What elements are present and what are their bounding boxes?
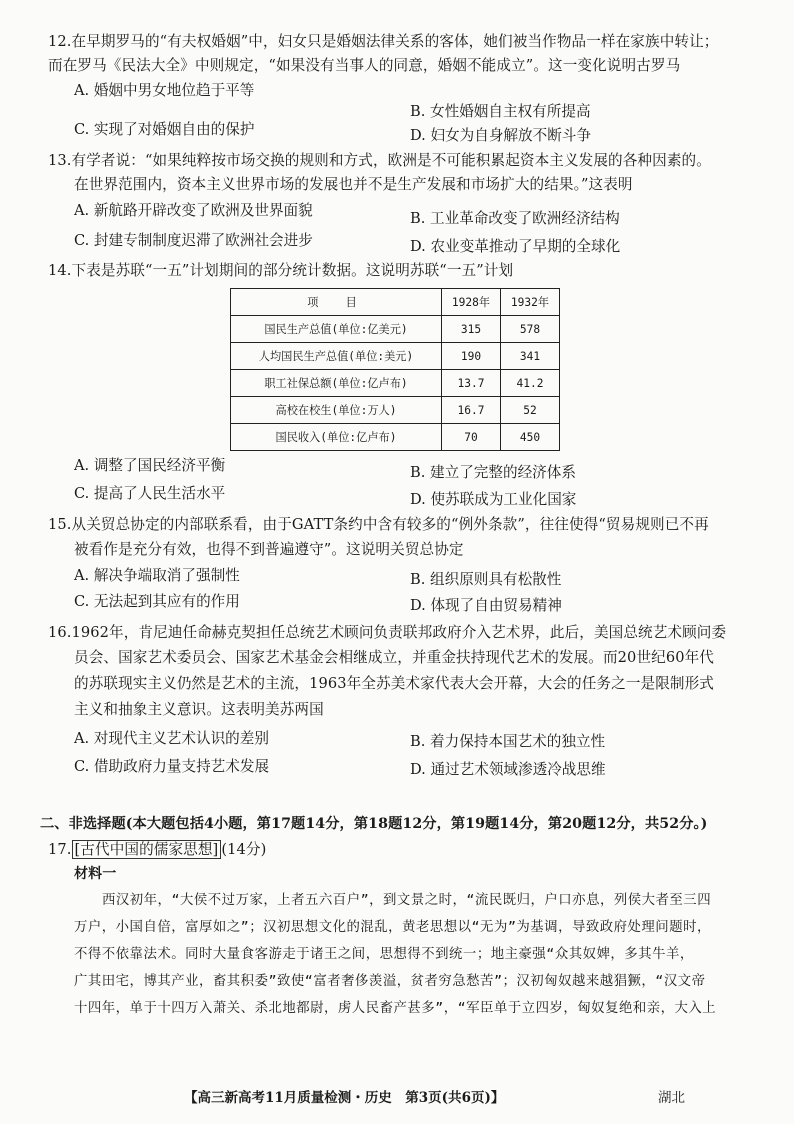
q17-score: (14分) bbox=[221, 841, 267, 858]
table-row bbox=[231, 424, 560, 451]
table-cell-value: 450 bbox=[501, 424, 560, 451]
q15-option-b[interactable]: B. 组织原则具有松散性 bbox=[410, 571, 562, 588]
table-cell-value: 341 bbox=[501, 343, 560, 370]
q15-stem-line-1: 15.从关贸总协定的内部联系看，由于GATT条约中含有较多的“例外条款”，往往使得“贸易规则已不再 bbox=[48, 516, 709, 533]
q12-option-b[interactable]: B. 女性婚姻自主权有所提高 bbox=[410, 103, 591, 120]
q14-stem: 14.下表是苏联“一五”计划期间的部分统计数据。这说明苏联“一五”计划 bbox=[48, 262, 514, 279]
q16-stem-line-3: 的苏联现实主义仍然是艺术的主流，1963年全苏美术家代表大会开幕，大会的任务之一是限制形式 bbox=[74, 675, 714, 692]
table-cell-value: 52 bbox=[501, 397, 560, 424]
q17-number: 17. bbox=[48, 841, 72, 858]
material-line-4: 广其田宅，博其产业，畜其积委”致使“富者奢侈羡溢，贫者穷急愁苦”；汉初匈奴越来越猖獗，“汉文帝 bbox=[74, 974, 706, 989]
q14-option-c[interactable]: C. 提高了人民生活水平 bbox=[74, 485, 226, 502]
table-header-1928: 1928年 bbox=[442, 289, 501, 316]
q15-option-d[interactable]: D. 体现了自由贸易精神 bbox=[410, 597, 562, 614]
material-line-3: 不得不依靠法术。同时大量食客游走于诸王之间，思想得不到统一；地主豪强“众其奴婢，多其牛羊， bbox=[74, 947, 694, 962]
table-cell-label: 职工社保总额(单位:亿卢布) bbox=[231, 370, 442, 397]
q16-option-a[interactable]: A. 对现代主义艺术认识的差别 bbox=[74, 730, 269, 747]
q12-option-d[interactable]: D. 妇女为自身解放不断斗争 bbox=[410, 127, 591, 144]
table-row bbox=[231, 343, 560, 370]
table-cell-label: 高校在校生(单位:万人) bbox=[231, 397, 442, 424]
table-cell-value: 578 bbox=[501, 316, 560, 343]
q12-stem-line-2: 而在罗马《民法大全》中则规定，“如果没有当事人的同意，婚姻不能成立”。这一变化说明古罗马 bbox=[48, 57, 681, 74]
q15-option-a[interactable]: A. 解决争端取消了强制性 bbox=[74, 567, 240, 584]
q13-stem-line-1: 13.有学者说：“如果纯粹按市场交换的规则和方式，欧洲是不可能积累起资本主义发展的各种因素的。 bbox=[48, 152, 711, 169]
q14-option-b[interactable]: B. 建立了完整的经济体系 bbox=[410, 464, 576, 481]
q17-header bbox=[48, 838, 764, 862]
table-row bbox=[231, 370, 560, 397]
q16-stem-line-2: 员会、国家艺术委员会、国家艺术基金会相继成立，并重金扶持现代艺术的发展。而20世纪60年代 bbox=[74, 649, 714, 666]
table-cell-value: 315 bbox=[442, 316, 501, 343]
table-row bbox=[231, 316, 560, 343]
table-header-1932: 1932年 bbox=[501, 289, 560, 316]
table-header-item: 项 目 bbox=[231, 289, 442, 316]
q12-option-c[interactable]: C. 实现了对婚姻自由的保护 bbox=[74, 121, 255, 138]
table-cell-value: 190 bbox=[442, 343, 501, 370]
q14-option-d[interactable]: D. 使苏联成为工业化国家 bbox=[410, 491, 577, 508]
table-row bbox=[231, 397, 560, 424]
q15-option-c[interactable]: C. 无法起到其应有的作用 bbox=[74, 593, 240, 610]
table-cell-label: 人均国民生产总值(单位:美元) bbox=[231, 343, 442, 370]
table-cell-label: 国民生产总值(单位:亿美元) bbox=[231, 316, 442, 343]
q13-option-d[interactable]: D. 农业变革推动了早期的全球化 bbox=[410, 238, 621, 255]
q16-stem-line-4: 主义和抽象主义意识。这表明美苏两国 bbox=[74, 701, 324, 718]
material-line-5: 十四年，单于十四万入萧关、杀北地都尉，虏人民畜产甚多”，“军臣单于立四岁，匈奴复绝和亲，大入上 bbox=[74, 1001, 717, 1016]
table-cell-value: 41.2 bbox=[501, 370, 560, 397]
section-2-heading: 二、非选择题(本大题包括4小题，第17题14分，第18题12分，第19题14分，第20题12分，共52分。) bbox=[40, 816, 708, 832]
q16-stem-line-1: 16.1962年，肯尼迪任命赫克契担任总统艺术顾问负责联邦政府介入艺术界，此后，美国总统艺术顾问委 bbox=[48, 624, 727, 641]
statistics-table bbox=[230, 288, 560, 451]
q14-option-a[interactable]: A. 调整了国民经济平衡 bbox=[74, 457, 226, 474]
table-cell-value: 13.7 bbox=[442, 370, 501, 397]
q13-stem-line-2: 在世界范围内，资本主义世界市场的发展也并不是生产发展和市场扩大的结果。”这表明 bbox=[74, 176, 633, 193]
q16-option-c[interactable]: C. 借助政府力量支持艺术发展 bbox=[74, 758, 270, 775]
table-header-row bbox=[231, 289, 560, 316]
page-footer: 【高三新高考11月质量检测・历史 第3页(共6页)】 bbox=[184, 1090, 505, 1106]
q13-option-c[interactable]: C. 封建专制制度迟滞了欧洲社会进步 bbox=[74, 232, 313, 249]
table-cell-value: 16.7 bbox=[442, 397, 501, 424]
material-label: 材料一 bbox=[74, 866, 117, 882]
table-cell-label: 国民收入(单位:亿卢布) bbox=[231, 424, 442, 451]
q15-stem-line-2: 被看作是充分有效，也得不到普遍遵守”。这说明关贸总协定 bbox=[74, 541, 464, 558]
q17-title: [古代中国的儒家思想] bbox=[72, 840, 222, 859]
q13-option-a[interactable]: A. 新航路开辟改变了欧洲及世界面貌 bbox=[74, 202, 313, 219]
q12-stem-line-1: 12.在早期罗马的“有夫权婚姻”中，妇女只是婚姻法律关系的客体，她们被当作物品一样在家族中转让； bbox=[48, 33, 719, 50]
region-label: 湖北 bbox=[658, 1090, 685, 1106]
q16-option-d[interactable]: D. 通过艺术领域渗透冷战思维 bbox=[410, 761, 606, 778]
material-line-2: 万户，小国自倍，富厚如之”；汉初思想文化的混乱，黄老思想以“无为”为基调，导致政府处理问题时， bbox=[74, 920, 711, 935]
q16-option-b[interactable]: B. 着力保持本国艺术的独立性 bbox=[410, 733, 606, 750]
table-cell-value: 70 bbox=[442, 424, 501, 451]
material-line-1: 西汉初年，“大侯不过万家，上者五六百户”，到文景之时，“流民既归，户口亦息，列侯大者至三四 bbox=[102, 893, 712, 908]
q13-option-b[interactable]: B. 工业革命改变了欧洲经济结构 bbox=[410, 210, 620, 227]
q12-option-a[interactable]: A. 婚姻中男女地位趋于平等 bbox=[74, 82, 255, 99]
